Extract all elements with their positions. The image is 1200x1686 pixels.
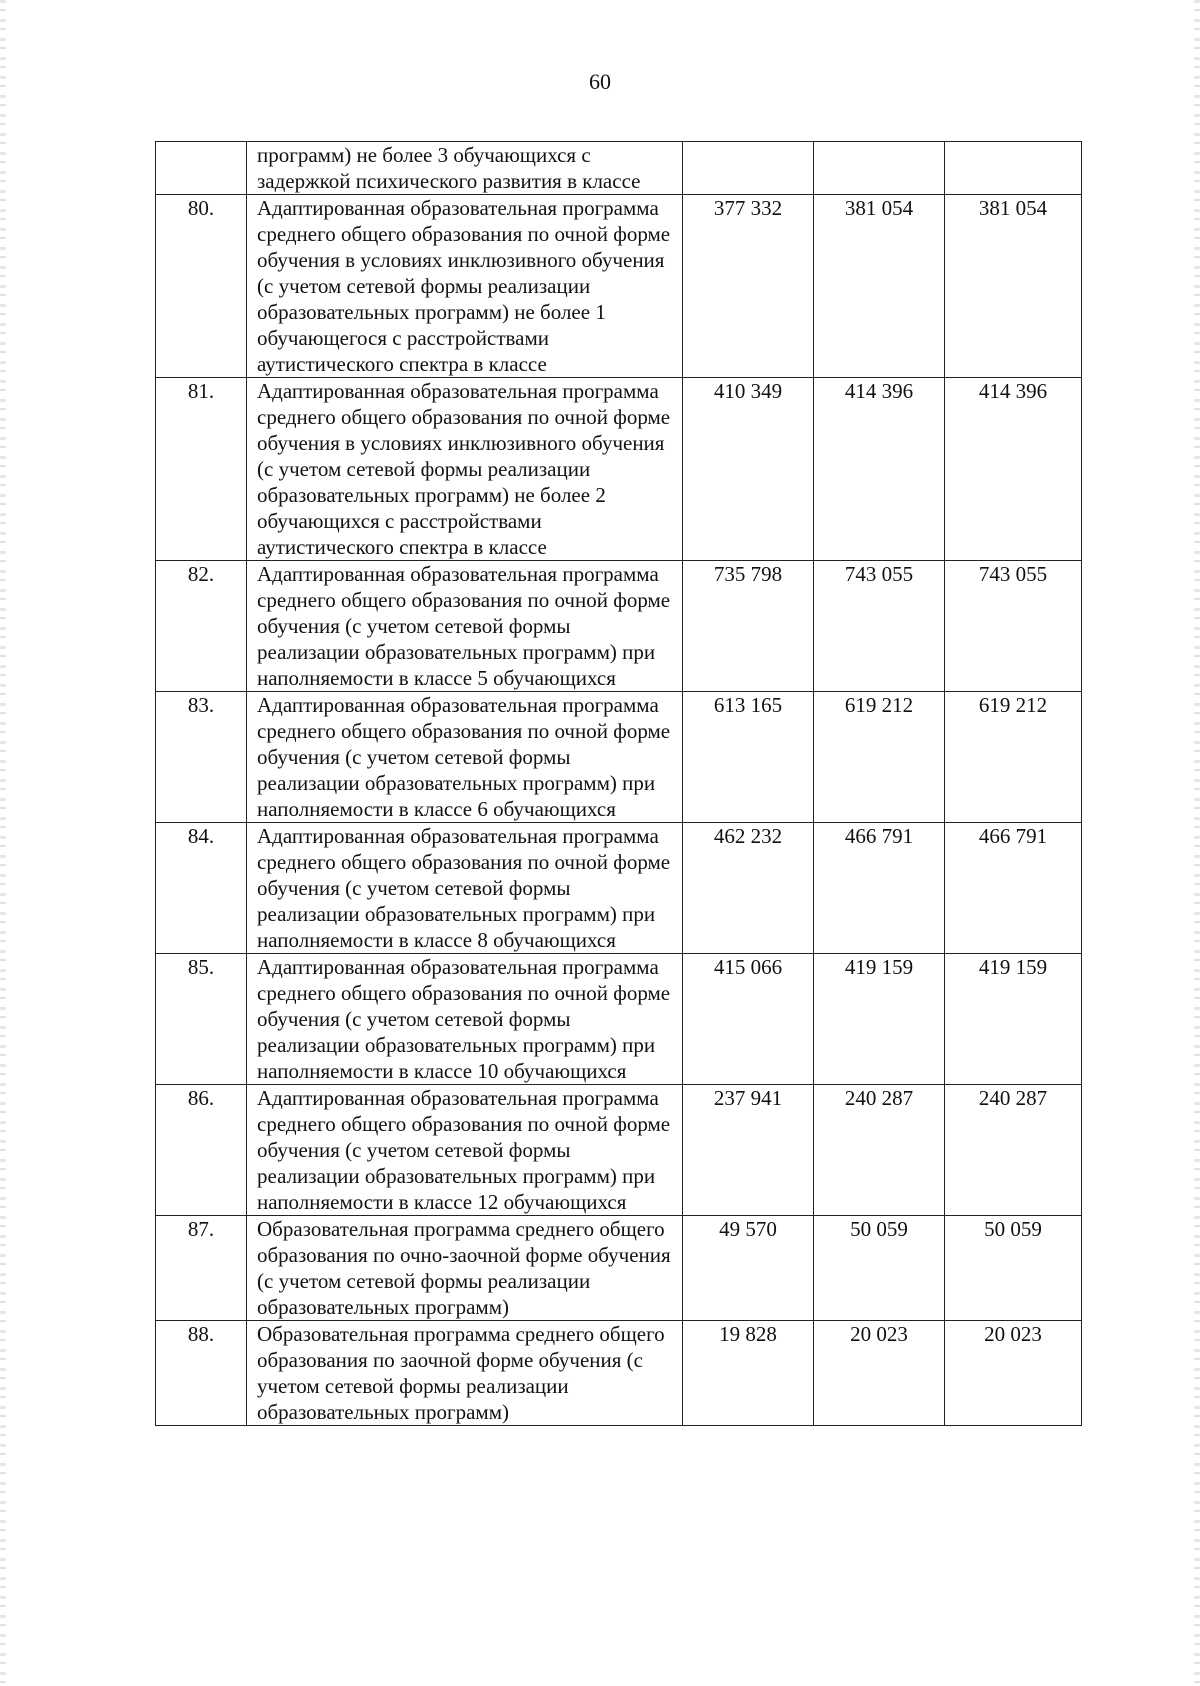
scan-edge-right [1194, 0, 1200, 1686]
row-number: 87. [156, 1216, 247, 1321]
table-row [156, 142, 1082, 195]
table-row [156, 195, 1082, 378]
table-row [156, 561, 1082, 692]
row-value-3: 20 023 [945, 1321, 1082, 1426]
row-value-2: 743 055 [814, 561, 945, 692]
row-number: 84. [156, 823, 247, 954]
row-value-3: 240 287 [945, 1085, 1082, 1216]
row-value-1: 613 165 [683, 692, 814, 823]
row-value-1: 237 941 [683, 1085, 814, 1216]
row-value-3: 743 055 [945, 561, 1082, 692]
row-description: Адаптированная образовательная программа среднего общего образования по очной форме обучения (с учетом сетевой формы реализации образовательных программ) при наполняемости в классе 10 обучающихся [247, 954, 683, 1085]
row-number: 81. [156, 378, 247, 561]
row-value-3: 419 159 [945, 954, 1082, 1085]
row-value-3: 414 396 [945, 378, 1082, 561]
row-description: программ) не более 3 обучающихся с задержкой психического развития в классе [247, 142, 683, 195]
row-value-3: 619 212 [945, 692, 1082, 823]
row-description: Адаптированная образовательная программа среднего общего образования по очной форме обучения (с учетом сетевой формы реализации образовательных программ) при наполняемости в классе 5 обучающихся [247, 561, 683, 692]
row-value-3: 466 791 [945, 823, 1082, 954]
row-value-3: 381 054 [945, 195, 1082, 378]
row-value-1: 735 798 [683, 561, 814, 692]
row-value-3: 50 059 [945, 1216, 1082, 1321]
row-description: Адаптированная образовательная программа среднего общего образования по очной форме обучения (с учетом сетевой формы реализации образовательных программ) при наполняемости в классе 12 обучающихся [247, 1085, 683, 1216]
cost-table [155, 141, 1082, 1426]
row-description: Образовательная программа среднего общего образования по очно-заочной форме обучения (с учетом сетевой формы реализации образовательных программ) [247, 1216, 683, 1321]
row-number: 80. [156, 195, 247, 378]
table-row [156, 378, 1082, 561]
row-value-1: 49 570 [683, 1216, 814, 1321]
row-value-2 [814, 142, 945, 195]
row-description: Адаптированная образовательная программа среднего общего образования по очной форме обучения (с учетом сетевой формы реализации образовательных программ) при наполняемости в классе 8 обучающихся [247, 823, 683, 954]
row-value-1: 415 066 [683, 954, 814, 1085]
table-row [156, 692, 1082, 823]
table-row [156, 1216, 1082, 1321]
row-value-3 [945, 142, 1082, 195]
row-value-2: 419 159 [814, 954, 945, 1085]
row-number: 88. [156, 1321, 247, 1426]
row-value-2: 240 287 [814, 1085, 945, 1216]
row-value-2: 466 791 [814, 823, 945, 954]
row-value-1: 410 349 [683, 378, 814, 561]
row-number [156, 142, 247, 195]
row-number: 83. [156, 692, 247, 823]
row-value-2: 20 023 [814, 1321, 945, 1426]
row-description: Адаптированная образовательная программа среднего общего образования по очной форме обучения в условиях инклюзивного обучения (с учетом сетевой формы реализации образовательных программ) не более 2 обучающихся с расстройствами аутистического спектра в классе [247, 378, 683, 561]
row-value-2: 619 212 [814, 692, 945, 823]
row-value-2: 414 396 [814, 378, 945, 561]
table-row [156, 1321, 1082, 1426]
row-number: 85. [156, 954, 247, 1085]
table-row [156, 954, 1082, 1085]
row-value-1: 462 232 [683, 823, 814, 954]
row-value-2: 381 054 [814, 195, 945, 378]
row-value-2: 50 059 [814, 1216, 945, 1321]
scan-edge-left [0, 0, 6, 1686]
row-description: Адаптированная образовательная программа среднего общего образования по очной форме обучения (с учетом сетевой формы реализации образовательных программ) при наполняемости в классе 6 обучающихся [247, 692, 683, 823]
row-number: 82. [156, 561, 247, 692]
row-description: Адаптированная образовательная программа среднего общего образования по очной форме обучения в условиях инклюзивного обучения (с учетом сетевой формы реализации образовательных программ) не более 1 обучающегося с расстройствами аутистического спектра в классе [247, 195, 683, 378]
table-row [156, 1085, 1082, 1216]
page-number: 60 [589, 69, 611, 94]
table-row [156, 823, 1082, 954]
row-description: Образовательная программа среднего общего образования по заочной форме обучения (с учетом сетевой формы реализации образовательных программ) [247, 1321, 683, 1426]
row-value-1: 377 332 [683, 195, 814, 378]
row-value-1: 19 828 [683, 1321, 814, 1426]
row-value-1 [683, 142, 814, 195]
row-number: 86. [156, 1085, 247, 1216]
